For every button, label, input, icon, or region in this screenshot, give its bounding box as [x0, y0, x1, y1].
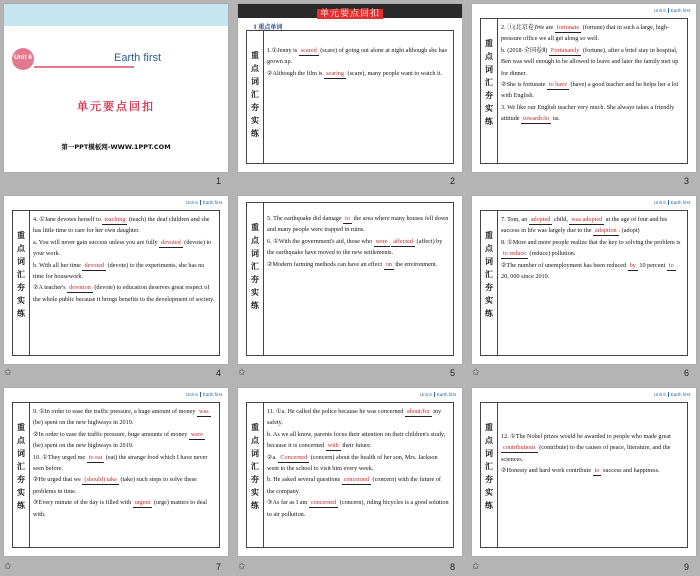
- star-icon[interactable]: ✩: [238, 368, 246, 378]
- star-icon[interactable]: ✩: [472, 562, 480, 572]
- answer: on: [385, 260, 392, 268]
- page-number: 9: [684, 562, 690, 572]
- answer: urgent: [134, 499, 151, 507]
- answer: scared: [300, 47, 317, 54]
- answer: to eat: [88, 453, 103, 461]
- page-number: 3: [684, 176, 690, 186]
- slide-thumbnail-2[interactable]: [238, 4, 462, 172]
- answer: (should) take: [84, 476, 117, 484]
- unit-label: Unit 6: [13, 54, 33, 61]
- page-number: 8: [450, 562, 456, 572]
- vertical-label: 重点词汇夯实练: [485, 231, 493, 318]
- answer: were: [375, 237, 388, 245]
- star-icon[interactable]: ✩: [4, 562, 12, 572]
- answer: to: [668, 261, 674, 269]
- vertical-label: 重点词汇夯实练: [17, 423, 25, 510]
- answer: adopted: [530, 216, 551, 223]
- star-icon[interactable]: ✩: [472, 368, 480, 378]
- answer: with: [327, 442, 339, 450]
- unit-tag: Unit 6 Earth first: [185, 392, 222, 397]
- vertical-label: 重点词汇夯实练: [251, 423, 259, 510]
- answer: Fortunately: [550, 46, 580, 54]
- answer: affected: [393, 237, 413, 245]
- answer: devotion: [69, 284, 91, 292]
- page-number: 5: [450, 368, 456, 378]
- slide-thumbnail-5[interactable]: [238, 196, 462, 364]
- unit-tag: Unit 6 Earth first: [653, 8, 690, 13]
- vertical-label: 重点词汇夯实练: [251, 51, 259, 138]
- star-icon[interactable]: ✩: [238, 562, 246, 572]
- slide-thumbnail-3[interactable]: [472, 4, 696, 172]
- answer: to reduce: [503, 250, 526, 258]
- slide-title: Earth first: [114, 52, 162, 64]
- answer: was: [199, 408, 209, 415]
- page-number: 7: [216, 562, 222, 572]
- answer: was adopted: [571, 216, 603, 223]
- unit-tag: Unit 6 Earth first: [653, 392, 690, 397]
- unit-tag: Unit 6 Earth first: [185, 200, 222, 205]
- answer: scaring: [326, 69, 344, 77]
- content-box: 重点词汇夯实练 1.①Jenny is scared (scare) of going out alone at night although she has grown up. ②Although the film is scaring (scare), many people want to watch it.: [246, 30, 454, 164]
- answer: about/for: [406, 408, 430, 415]
- unit-tag: Unit 6 Earth first: [419, 392, 456, 397]
- answer: devoted: [84, 261, 105, 269]
- page-number: 2: [450, 176, 456, 186]
- slide-thumbnail-6[interactable]: [472, 196, 696, 364]
- answer: towards/to: [523, 115, 550, 123]
- slide-footer: 第一PPT模板网-WWW.1PPT.COM: [61, 143, 171, 151]
- slide-thumbnail-1[interactable]: [4, 4, 228, 172]
- slide-header-bar: [238, 4, 462, 18]
- vertical-label: 重点词汇夯实练: [485, 39, 493, 126]
- content-box: 重点词汇夯实练 9. ①In order to ease the traffic pressure, a huge amount of money was (be) spent on the new highways in 2019. ②In order to ease the traffic pressure, huge amounts of money were (be) spent on the new highways in 2019. 10. ①They urged me to eat (eat) the strange food which I have never seen before. ②He urged that we (should) take (take) such steps to solve these problems in time. ③Every minute of the day is filled with urgent (urge) matters to deal with.: [12, 402, 220, 548]
- slide-thumbnail-9[interactable]: [472, 388, 696, 556]
- content-box: 重点词汇夯实练 5. The earthquake did damage to the area where many houses fell down and many people were trapped in ruins. 6. ①With the government's aid, those who were affected (affect) by the earthquake have moved to the new settlements. ②Modern farming methods can have an effect on the environment.: [246, 202, 454, 356]
- answer: teaching: [104, 216, 126, 223]
- vertical-label: 重点词汇夯实练: [485, 423, 493, 510]
- answer: to: [345, 215, 350, 222]
- slide-heading: 单元要点回扣: [77, 100, 155, 113]
- slide-thumbnail-7[interactable]: [4, 388, 228, 556]
- unit-tag: Unit 6 Earth first: [653, 200, 690, 205]
- content-box: 重点词汇夯实练 4. ①Jane devotes herself to teaching (teach) the deaf children and she has little time to care for her own daughter. a. You will never gain success unless you are fully devoted (devote) to your work. b. With all her time devoted (devote) to the experiments, she has no time for housework. ②A teacher's devotion (devote) to education deserves great respect of the whole public because it brings benefits to the development of society.: [12, 210, 220, 356]
- answer: to have: [548, 81, 567, 89]
- answer: adoption: [595, 227, 617, 235]
- slide-thumbnail-8[interactable]: [238, 388, 462, 556]
- answer: fortunate: [556, 24, 580, 31]
- answer: to: [594, 467, 600, 475]
- answer: concerned: [310, 499, 337, 507]
- page-number: 1: [216, 176, 222, 186]
- answer: were: [190, 430, 203, 438]
- content-box: 重点词汇夯实练 7. Tom, an adopted child, was adopted at the age of four and his success in life was largely due to the adoption . (adopt) 8. ①More and more people realize that the key to solving the problem is to reduce (reduce) pollution. ②The number of unemployment has been reduced by 10 percent to 20, 000 since 2019.: [480, 210, 688, 356]
- content-box: 重点词汇夯实练 2. ①(北京卷)We are fortunate (fortune) that in such a large, high-pressure office we all get along so well. b. (2018·全国卷Ⅱ) Fortunately (fortune), after a brief stay in hospital, Ben was well enough to be allowed to leave and later the family met up for dinner. ②She is fortunate to have (have) a good teacher and he helps her a lot with English. 3. We like our English teacher very much. She always takes a friendly attitude towards/to us.: [480, 18, 688, 164]
- vertical-label: 重点词汇夯实练: [251, 223, 259, 310]
- slide-thumbnail-4[interactable]: [4, 196, 228, 364]
- slide-title: 单元要点回扣: [317, 9, 383, 19]
- answer: contributions: [503, 444, 536, 452]
- content-box: 重点词汇夯实练 11. ①a. He called the police because he was concerned about/for my safety. b. As we all know, parents focus their attention on their children's study, because it is concerned with their future. ②a. Concerned (concern) about the health of her son, Mrs. Jackson went to the school to visit him every week. b. He asked several questions concerned (concern) with the future of the company. ③As far as I am concerned (concern), riding bicycles is a good solution to air pollution.: [246, 402, 454, 548]
- page-number: 4: [216, 368, 222, 378]
- content-box: 重点词汇夯实练 12. ①The Nobel prizes would be awarded to people who made great contributions (contribute) to the causes of peace, literature, and the sciences. ②Honesty and hard work contribute to success and happiness.: [480, 402, 688, 548]
- answer: concerned: [343, 476, 369, 484]
- vertical-label: 重点词汇夯实练: [17, 231, 25, 318]
- answer: by: [629, 261, 636, 269]
- section-heading: Ⅰ 重点单词: [254, 24, 283, 31]
- answer: Concerned: [280, 453, 308, 461]
- page-number: 6: [684, 368, 690, 378]
- answer: devoted: [161, 238, 181, 246]
- unit-badge: [12, 48, 34, 70]
- star-icon[interactable]: ✩: [4, 368, 12, 378]
